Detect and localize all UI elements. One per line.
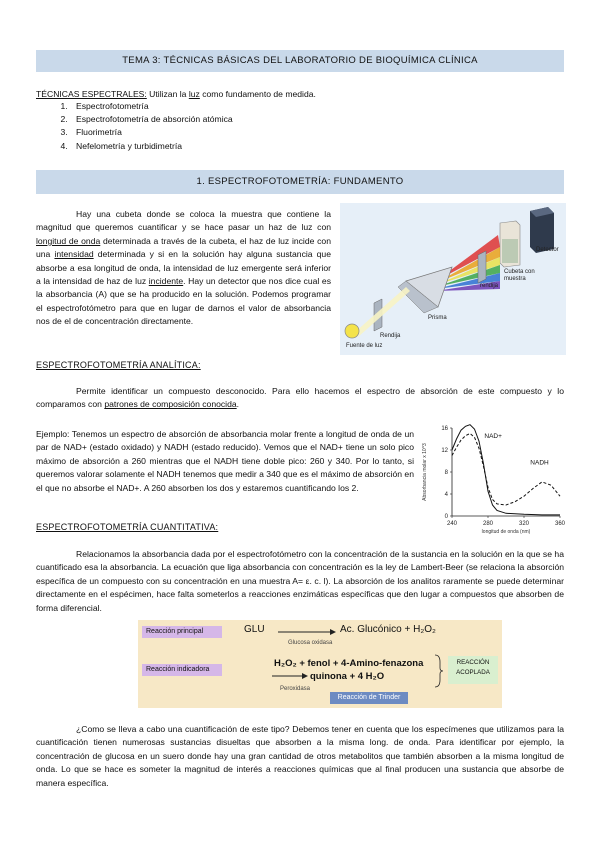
text-underlined: patrones de composición conocida (104, 399, 237, 410)
text: determinada y si en la solución hay alguna sustancia que absorbe a esa longitud de onda, la intensidad de luz emergente será inferior a la intensidad de haz de luz (36, 249, 331, 287)
text: determinada a través de la cubeta, el haz de luz incide con una (36, 235, 331, 260)
label-rendija-lower: Rendija (380, 333, 401, 339)
label-cubeta: Cubeta con muestra (504, 269, 535, 282)
text-underlined: intensidad (54, 249, 94, 260)
absorption-chart (418, 420, 568, 540)
acoplada-line-2: ACOPLADA (456, 669, 490, 676)
document-title: TEMA 3: TÉCNICAS BÁSICAS DEL LABORATORIO DE BIOQUÍMICA CLÍNICA (122, 55, 478, 66)
arrow-icon (272, 670, 308, 682)
series-label-nadh: NADH (530, 459, 549, 467)
intro-label: TÉCNICAS ESPECTRALES: (36, 89, 147, 99)
y-tick-label: 4 (444, 492, 448, 498)
x-tick-label: 360 (554, 521, 566, 527)
label-reaccion-principal: Reacción principal (142, 626, 222, 638)
brace-icon (434, 654, 444, 688)
arrow-icon (278, 626, 336, 638)
list-item: 4. Nefelometría y turbidimetría (70, 140, 564, 153)
product-2: quinona + 4 H₂O (310, 671, 385, 682)
acoplada-line-1: REACCIÓN (456, 659, 490, 666)
text: . (236, 399, 240, 410)
y-axis-label: Absorbancia molar x 10^3 (422, 443, 428, 501)
text: . Hay un detector que nos dice cual es la absorbancia (A) que se ha producido en la solución. Podemos programar el espectrofotómetro para que en lugar de darnos el valor de absorbancia nos de el de concentración directamente. (36, 276, 331, 327)
cuantitativa-heading: ESPECTROFOTOMETRÍA CUANTITATIVA: (36, 522, 219, 532)
series-label-nad: NAD+ (484, 432, 502, 440)
example-paragraph: Ejemplo: Tenemos un espectro de absorción de absorbancia molar frente a longitud de onda de un par de NAD+ (estado oxidado) y NADH (estado reducido). Vemos que el NAD+ tiene un solo pico máximo de absorción a 260 mientras que el NADH tiene doble pico: 260 y 340. Por lo tanto, si queremos valorar solamente el NADH tenemos que medir a 340 que es el máximo de absorción en el que no absorbe el NAD+. A 260 absorben los dos y estaremos cuantificando los 2. (36, 429, 414, 493)
text: Hay una cubeta donde se coloca la muestra que contiene la magnitud que queremos cuantificar y se hace pasar un haz de luz con (36, 209, 331, 233)
series-line-nadh (452, 434, 560, 506)
techniques-list (36, 100, 564, 153)
x-tick-label: 280 (482, 521, 494, 527)
series-line-nad (452, 425, 560, 515)
slit-plate (478, 251, 486, 283)
intro-text: Utilizan la (146, 89, 189, 99)
x-axis-label: longitud de onda (nm) (481, 529, 531, 535)
label-rendija: rendija (480, 283, 499, 289)
label-prisma: Prisma (428, 315, 447, 321)
product-1: Ac. Glucónico + H₂O₂ (340, 624, 436, 635)
analitica-heading: ESPECTROFOTOMETRÍA ANALÍTICA: (36, 360, 201, 370)
analitica-paragraph (36, 385, 564, 412)
text: ¿Como se lleva a cabo una cuantificación de este tipo? Debemos tener en cuenta que los especímenes que utilizamos para la cuantificación tienen numerosas sustancias disueltas que absorben a la misma long. de onda. Para identificar por ejemplo, la concentración de glucosa en un suero donde hay una gran cantidad de otros metabolitos que también absorben a la misma longitud de onda. Lo que se hace es someter la magnitud de interés a reacciones químicas que al final producen una sustancia que absorbe de manera específica. (36, 724, 564, 788)
absorption-chart-svg (418, 420, 568, 540)
trinder-badge: Reacción de Trinder (330, 692, 408, 704)
final-paragraph (36, 723, 564, 790)
y-tick-label: 12 (441, 448, 448, 454)
reactants-2: H₂O₂ + fenol + 4-Amino-fenazona (274, 658, 424, 669)
reactant-glu: GLU (244, 624, 265, 635)
section-title: 1. ESPECTROFOTOMETRÍA: FUNDAMENTO (196, 176, 404, 187)
spectrophotometer-figure (340, 203, 566, 355)
x-tick-label: 320 (518, 521, 530, 527)
label-fuente: Fuente de luz (346, 343, 383, 349)
intro-text-underlined: luz (188, 89, 200, 99)
y-tick-label: 8 (444, 470, 448, 476)
fundamento-paragraph (36, 208, 331, 329)
text: Relacionamos la absorbancia dada por el espectrofotómetro con la concentración de la sustancia en la solución en la que se ha cuantificado esa la absorbancia. La ecuación que liga absorbancia con concentración es la ley de Lambert-Beer (se relaciona la absorción específica de un compuesto con su concentración en una muestra A= ε. c. l). La absorción de los analitos raramente se puede determinar directamente en el espécimen, hace falta someterlos a reacciones enzimáticas específicas que den lugar a compuestos que absorben de forma diferencial. (36, 549, 564, 613)
intro-text-end: como fundamento de medida. (199, 89, 316, 99)
list-item: 1. Espectrofotometría (70, 100, 564, 113)
y-tick-label: 16 (441, 426, 448, 432)
section-banner (36, 170, 564, 194)
cuantitativa-paragraph (36, 548, 564, 615)
document-title-banner (36, 50, 564, 72)
enzyme-2: Peroxidasa (280, 686, 311, 692)
text: Permite identificar un compuesto desconocido. Para ello hacemos el espectro de absorción de este compuesto y lo comparamos con (36, 386, 564, 410)
enzyme-1: Glucosa oxidasa (288, 640, 333, 646)
light-source-icon (345, 324, 359, 338)
text-underlined: longitud de onda (36, 235, 101, 246)
y-tick-label: 0 (444, 514, 448, 520)
text-underlined: incidente (148, 276, 184, 287)
label-detector: Detector (536, 247, 559, 253)
acoplada-box (448, 656, 498, 684)
list-item: 3. Fluorimetría (70, 126, 564, 139)
label-reaccion-indicadora: Reacción indicadora (142, 664, 222, 676)
x-tick-label: 240 (446, 521, 458, 527)
reaction-panel (138, 620, 502, 708)
list-item: 2. Espectrofotometría de absorción atómica (70, 113, 564, 126)
